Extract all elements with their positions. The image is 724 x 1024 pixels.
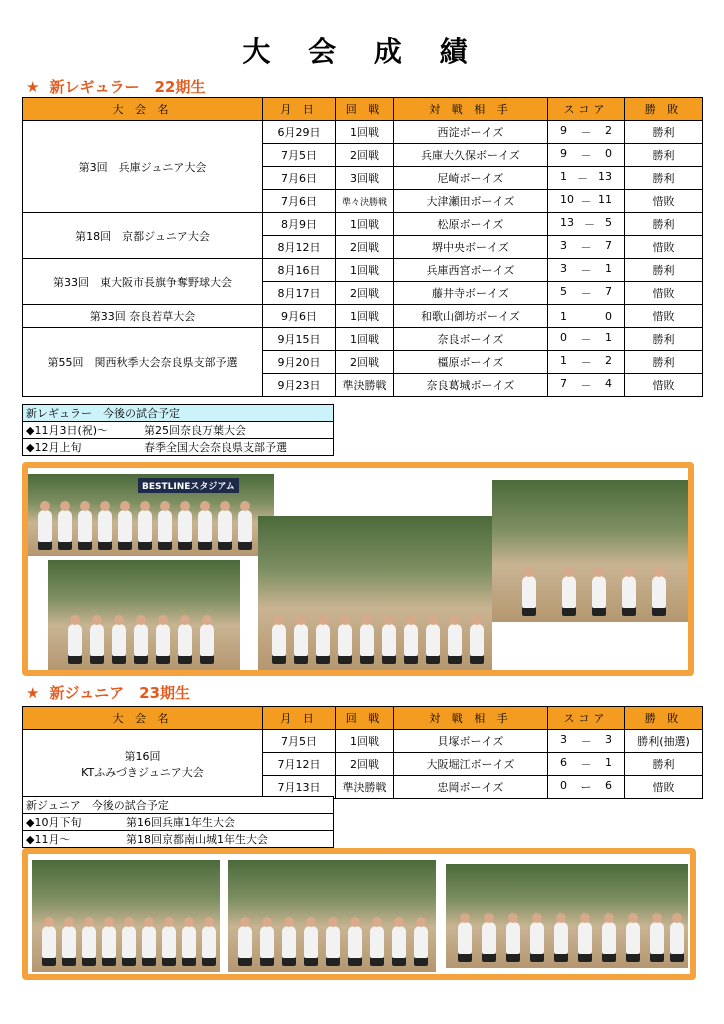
header-date: 月 日 bbox=[263, 98, 336, 121]
tournament-name: 第55回 関西秋季大会奈良県支部予選 bbox=[23, 328, 263, 397]
header-opponent: 対 戦 相 手 bbox=[394, 98, 548, 121]
game-round: 3回戦 bbox=[336, 167, 394, 190]
game-opponent: 和歌山御坊ボーイズ bbox=[394, 305, 548, 328]
table-header-row bbox=[23, 707, 703, 730]
game-date: 7月5日 bbox=[263, 730, 336, 753]
star-icon: ★ bbox=[26, 78, 40, 96]
header-tournament: 大 会 名 bbox=[23, 98, 263, 121]
game-date: 8月9日 bbox=[263, 213, 336, 236]
schedule-item: ◆12月上旬 春季全国大会奈良県支部予選 bbox=[23, 439, 334, 456]
junior-team-photo bbox=[446, 864, 688, 968]
game-opponent: 奈良葛城ボーイズ bbox=[394, 374, 548, 397]
schedule-item: ◆10月下旬 第16回兵庫1年生大会 bbox=[23, 814, 334, 831]
team-lineup-photo bbox=[28, 474, 274, 556]
game-result: 勝利 bbox=[625, 753, 703, 776]
game-date: 9月15日 bbox=[263, 328, 336, 351]
header-round: 回 戦 bbox=[336, 707, 394, 730]
game-result: 勝利(抽選) bbox=[625, 730, 703, 753]
game-score: 5 － 7 bbox=[548, 282, 625, 305]
header-tournament: 大 会 名 bbox=[23, 707, 263, 730]
table-row bbox=[23, 730, 703, 753]
game-score: 6 － 1 bbox=[548, 753, 625, 776]
header-result: 勝 敗 bbox=[625, 98, 703, 121]
game-round: 準決勝戦 bbox=[336, 776, 394, 799]
game-result: 惜敗 bbox=[625, 374, 703, 397]
game-opponent: 貝塚ボーイズ bbox=[394, 730, 548, 753]
results-table-junior bbox=[22, 706, 703, 799]
game-score: 3 － 1 bbox=[548, 259, 625, 282]
game-date: 7月6日 bbox=[263, 190, 336, 213]
table-row bbox=[23, 121, 703, 144]
game-opponent: 橿原ボーイズ bbox=[394, 351, 548, 374]
schedule-title: 新レギュラー 今後の試合予定 bbox=[23, 405, 334, 422]
game-result: 惜敗 bbox=[625, 305, 703, 328]
game-result: 惜敗 bbox=[625, 236, 703, 259]
game-result: 惜敗 bbox=[625, 190, 703, 213]
game-date: 9月20日 bbox=[263, 351, 336, 374]
game-round: 2回戦 bbox=[336, 282, 394, 305]
game-result: 勝利 bbox=[625, 144, 703, 167]
tournament-name: 第3回 兵庫ジュニア大会 bbox=[23, 121, 263, 213]
results-table-regular bbox=[22, 97, 703, 397]
game-round: 準々決勝戦 bbox=[336, 190, 394, 213]
tournament-name: 第18回 京都ジュニア大会 bbox=[23, 213, 263, 259]
game-date: 7月13日 bbox=[263, 776, 336, 799]
page-title: 大 会 成 績 bbox=[242, 35, 482, 68]
stadium-banner: BESTLINEスタジアム bbox=[138, 478, 239, 493]
header-date: 月 日 bbox=[263, 707, 336, 730]
game-date: 8月17日 bbox=[263, 282, 336, 305]
game-opponent: 兵庫西宮ボーイズ bbox=[394, 259, 548, 282]
game-result: 惜敗 bbox=[625, 282, 703, 305]
game-round: 1回戦 bbox=[336, 213, 394, 236]
game-result: 惜敗 bbox=[625, 776, 703, 799]
header-round: 回 戦 bbox=[336, 98, 394, 121]
game-round: 1回戦 bbox=[336, 305, 394, 328]
game-date: 6月29日 bbox=[263, 121, 336, 144]
game-score: 1 0 bbox=[548, 305, 625, 328]
game-score: 9 － 2 bbox=[548, 121, 625, 144]
star-icon: ★ bbox=[26, 684, 40, 702]
game-score: 7 － 4 bbox=[548, 374, 625, 397]
game-result: 勝利 bbox=[625, 213, 703, 236]
game-round: 2回戦 bbox=[336, 144, 394, 167]
tournament-name: 第33回 奈良若草大会 bbox=[23, 305, 263, 328]
game-round: 1回戦 bbox=[336, 121, 394, 144]
game-date: 7月6日 bbox=[263, 167, 336, 190]
junior-lineup-photo bbox=[228, 860, 436, 972]
table-header-row bbox=[23, 98, 703, 121]
schedule-regular bbox=[22, 404, 334, 456]
schedule-item: ◆11月～ 第18回京都南山城1年生大会 bbox=[23, 831, 334, 848]
game-round: 2回戦 bbox=[336, 236, 394, 259]
schedule-item: ◆11月3日(祝)～ 第25回奈良万葉大会 bbox=[23, 422, 334, 439]
game-opponent: 尼崎ボーイズ bbox=[394, 167, 548, 190]
game-opponent: 堺中央ボーイズ bbox=[394, 236, 548, 259]
table-row bbox=[23, 305, 703, 328]
game-date: 7月5日 bbox=[263, 144, 336, 167]
game-score: 10 － 11 bbox=[548, 190, 625, 213]
game-result: 勝利 bbox=[625, 259, 703, 282]
game-score: 3 － 3 bbox=[548, 730, 625, 753]
table-row bbox=[23, 328, 703, 351]
game-date: 9月6日 bbox=[263, 305, 336, 328]
game-score: 9 － 0 bbox=[548, 144, 625, 167]
header-opponent: 対 戦 相 手 bbox=[394, 707, 548, 730]
mound-meeting-photo bbox=[492, 480, 688, 622]
photo-frame-junior bbox=[22, 848, 696, 980]
table-row bbox=[23, 259, 703, 282]
game-opponent: 松原ボーイズ bbox=[394, 213, 548, 236]
game-round: 1回戦 bbox=[336, 328, 394, 351]
game-date: 7月12日 bbox=[263, 753, 336, 776]
game-result: 勝利 bbox=[625, 328, 703, 351]
game-round: 1回戦 bbox=[336, 730, 394, 753]
team-meeting-photo bbox=[258, 516, 492, 670]
tournament-name: 第33回 東大阪市長旗争奪野球大会 bbox=[23, 259, 263, 305]
game-result: 勝利 bbox=[625, 121, 703, 144]
header-score: スコア bbox=[548, 98, 625, 121]
game-round: 2回戦 bbox=[336, 351, 394, 374]
schedule-junior bbox=[22, 796, 334, 848]
tournament-name: 第16回 KTふみづきジュニア大会 bbox=[23, 730, 263, 799]
game-opponent: 奈良ボーイズ bbox=[394, 328, 548, 351]
game-opponent: 藤井寺ボーイズ bbox=[394, 282, 548, 305]
game-date: 8月16日 bbox=[263, 259, 336, 282]
game-score: 0 ー 6 bbox=[548, 776, 625, 799]
game-score: 0 － 1 bbox=[548, 328, 625, 351]
photo-frame-regular bbox=[22, 462, 694, 676]
game-date: 8月12日 bbox=[263, 236, 336, 259]
section-heading-junior: ★ 新ジュニア 23期生 bbox=[26, 684, 191, 702]
game-round: 1回戦 bbox=[336, 259, 394, 282]
section-heading-regular: ★ 新レギュラー 22期生 bbox=[26, 78, 206, 96]
game-result: 勝利 bbox=[625, 167, 703, 190]
header-result: 勝 敗 bbox=[625, 707, 703, 730]
header-score: スコア bbox=[548, 707, 625, 730]
table-row bbox=[23, 213, 703, 236]
game-opponent: 大津瀬田ボーイズ bbox=[394, 190, 548, 213]
game-opponent: 兵庫大久保ボーイズ bbox=[394, 144, 548, 167]
game-score: 13 － 5 bbox=[548, 213, 625, 236]
junior-bow-photo bbox=[32, 860, 220, 972]
team-huddle-photo bbox=[48, 560, 240, 670]
game-round: 準決勝戦 bbox=[336, 374, 394, 397]
game-score: 3 － 7 bbox=[548, 236, 625, 259]
game-score: 1 － 2 bbox=[548, 351, 625, 374]
game-opponent: 西淀ボーイズ bbox=[394, 121, 548, 144]
game-score: 1 － 13 bbox=[548, 167, 625, 190]
game-date: 9月23日 bbox=[263, 374, 336, 397]
game-result: 勝利 bbox=[625, 351, 703, 374]
game-opponent: 忠岡ボーイズ bbox=[394, 776, 548, 799]
game-round: 2回戦 bbox=[336, 753, 394, 776]
schedule-title: 新ジュニア 今後の試合予定 bbox=[23, 797, 334, 814]
game-opponent: 大阪堀江ボーイズ bbox=[394, 753, 548, 776]
